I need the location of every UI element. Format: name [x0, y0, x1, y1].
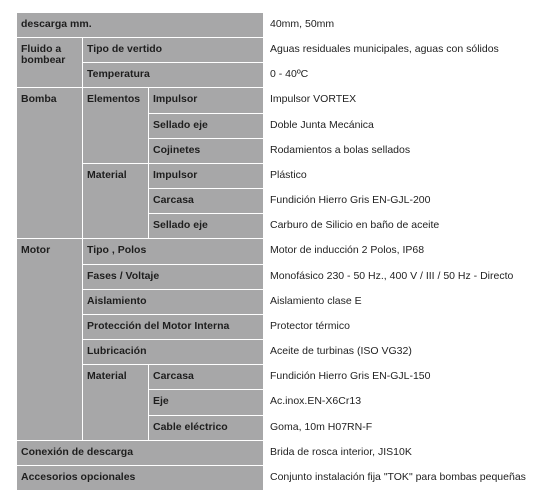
spec-table	[17, 13, 527, 491]
label-fluido: Fluido a bombear	[17, 38, 83, 88]
label-lubricacion: Lubricación	[83, 340, 264, 365]
label-material-bomba: Material	[83, 164, 149, 239]
value-sellado-material: Carburo de Silicio en baño de aceite	[264, 214, 527, 239]
label-aislamiento: Aislamiento	[83, 290, 264, 315]
label-conexion: Conexión de descarga	[17, 441, 264, 466]
value-proteccion: Protector térmico	[264, 315, 527, 340]
value-eje: Ac.inox.EN-X6Cr13	[264, 390, 527, 415]
label-eje: Eje	[149, 390, 264, 415]
label-impulsor: Impulsor	[149, 88, 264, 113]
label-carcasa-motor: Carcasa	[149, 365, 264, 390]
label-temperatura: Temperatura	[83, 63, 264, 88]
label-impulsor-material: Impulsor	[149, 164, 264, 189]
label-tipo-vertido: Tipo de vertido	[83, 38, 264, 63]
label-proteccion: Protección del Motor Interna	[83, 315, 264, 340]
value-sellado-eje: Doble Junta Mecánica	[264, 114, 527, 139]
label-descarga: descarga mm.	[17, 13, 264, 38]
value-impulsor-material: Plástico	[264, 164, 527, 189]
value-carcasa-motor: Fundición Hierro Gris EN-GJL-150	[264, 365, 527, 390]
label-sellado-eje: Sellado eje	[149, 114, 264, 139]
label-elementos: Elementos	[83, 88, 149, 163]
label-material-motor: Material	[83, 365, 149, 440]
label-cable: Cable eléctrico	[149, 416, 264, 441]
label-fases-voltaje: Fases / Voltaje	[83, 265, 264, 290]
label-tipo-polos: Tipo , Polos	[83, 239, 264, 264]
label-motor: Motor	[17, 239, 83, 440]
label-bomba: Bomba	[17, 88, 83, 239]
label-sellado-material: Sellado eje	[149, 214, 264, 239]
value-lubricacion: Aceite de turbinas (ISO VG32)	[264, 340, 527, 365]
value-accesorios: Conjunto instalación fija "TOK" para bombas pequeñas	[264, 466, 527, 491]
value-conexion: Brida de rosca interior, JIS10K	[264, 441, 527, 466]
value-cojinetes: Rodamientos a bolas sellados	[264, 139, 527, 164]
value-descarga: 40mm, 50mm	[264, 13, 527, 38]
value-fases-voltaje: Monofásico 230 - 50 Hz., 400 V / III / 50 Hz - Directo	[264, 265, 527, 290]
label-cojinetes: Cojinetes	[149, 139, 264, 164]
value-cable: Goma, 10m H07RN-F	[264, 416, 527, 441]
label-carcasa-bomba: Carcasa	[149, 189, 264, 214]
value-impulsor: Impulsor VORTEX	[264, 88, 527, 113]
value-temperatura: 0 - 40ºC	[264, 63, 527, 88]
value-tipo-polos: Motor de inducción 2 Polos, IP68	[264, 239, 527, 264]
value-aislamiento: Aislamiento clase E	[264, 290, 527, 315]
label-accesorios: Accesorios opcionales	[17, 466, 264, 491]
value-carcasa-bomba: Fundición Hierro Gris EN-GJL-200	[264, 189, 527, 214]
value-tipo-vertido: Aguas residuales municipales, aguas con sólidos	[264, 38, 527, 63]
